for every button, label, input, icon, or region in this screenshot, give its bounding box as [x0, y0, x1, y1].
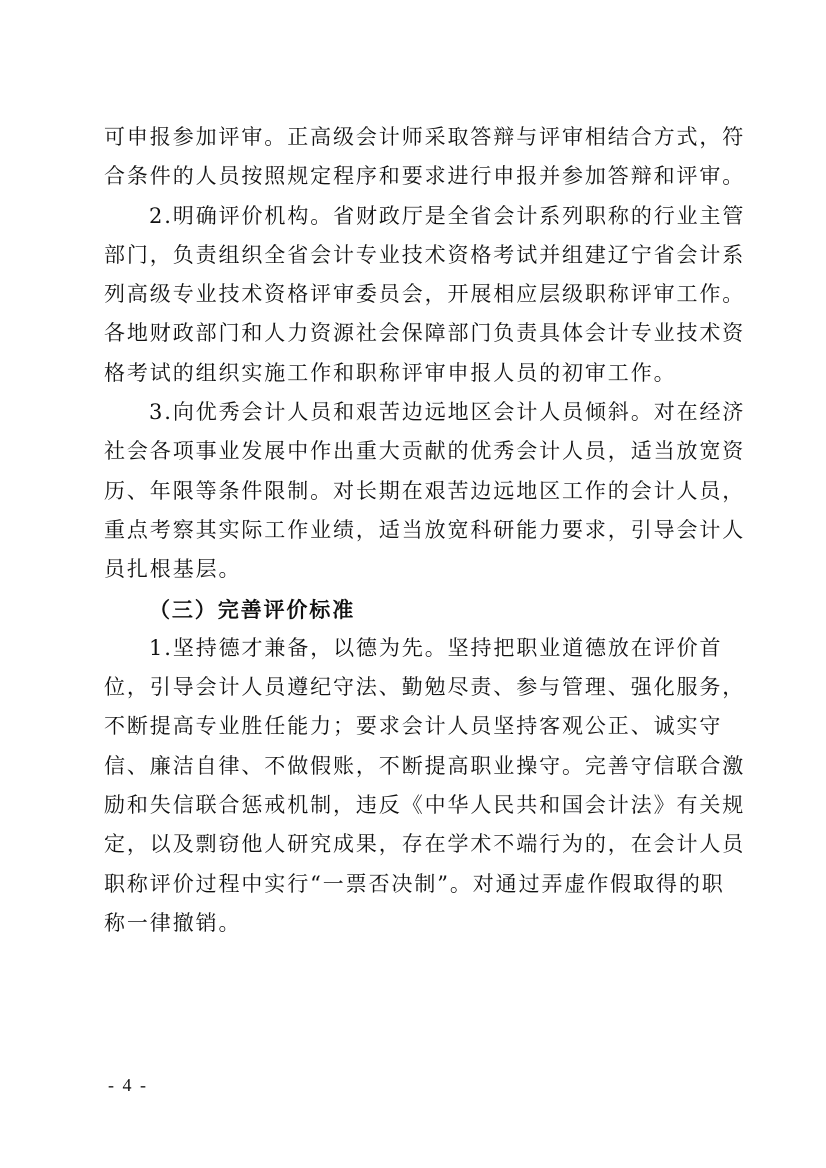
text-line: 信、廉洁自律、不做假账，不断提高职业操守。完善守信联合激: [104, 753, 746, 778]
text-line: 合条件的人员按照规定程序和要求进行申报并参加答辩和评审。: [104, 164, 746, 189]
text-line: 社会各项事业发展中作出重大贡献的优秀会计人员，适当放宽资: [104, 439, 746, 464]
page-number: - 4 -: [108, 1075, 148, 1095]
text-line: 重点考察其实际工作业绩，适当放宽科研能力要求，引导会计人: [104, 517, 746, 542]
paragraph-start: 1.坚持德才兼备，以德为先。坚持把职业道德放在评价首: [149, 635, 723, 660]
text-line: 历、年限等条件限制。对长期在艰苦边远地区工作的会计人员，: [104, 478, 746, 503]
text-line: 励和失信联合惩戒机制，违反《中华人民共和国会计法》有关规: [104, 793, 746, 818]
paragraph-start: 2.明确评价机构。省财政厅是全省会计系列职称的行业主管: [149, 203, 746, 228]
text-line: 称一律撤销。: [104, 910, 242, 935]
text-line: 位，引导会计人员遵纪守法、勤勉尽责、参与管理、强化服务，: [104, 675, 746, 700]
text-line: 部门，负责组织全省会计专业技术资格考试并组建辽宁省会计系: [104, 242, 746, 267]
section-heading: （三）完善评价标准: [149, 596, 356, 622]
text-line: 列高级专业技术资格评审委员会，开展相应层级职称评审工作。: [104, 282, 746, 307]
text-line: 定，以及剽窃他人研究成果，存在学术不端行为的，在会计人员: [104, 832, 746, 857]
text-line: 格考试的组织实施工作和职称评审申报人员的初审工作。: [104, 360, 677, 385]
text-line: 可申报参加评审。正高级会计师采取答辩与评审相结合方式，符: [104, 125, 746, 149]
text-line: 不断提高专业胜任能力；要求会计人员坚持客观公正、诚实守: [104, 714, 723, 739]
text-line: 各地财政部门和人力资源社会保障部门负责具体会计专业技术资: [104, 321, 746, 346]
text-line: 职称评价过程中实行“一票否决制”。对通过弄虚作假取得的职: [104, 871, 725, 896]
paragraph-start: 3.向优秀会计人员和艰苦边远地区会计人员倾斜。对在经济: [149, 400, 746, 425]
text-line: 员扎根基层。: [104, 557, 242, 582]
body-text: [104, 118, 746, 943]
